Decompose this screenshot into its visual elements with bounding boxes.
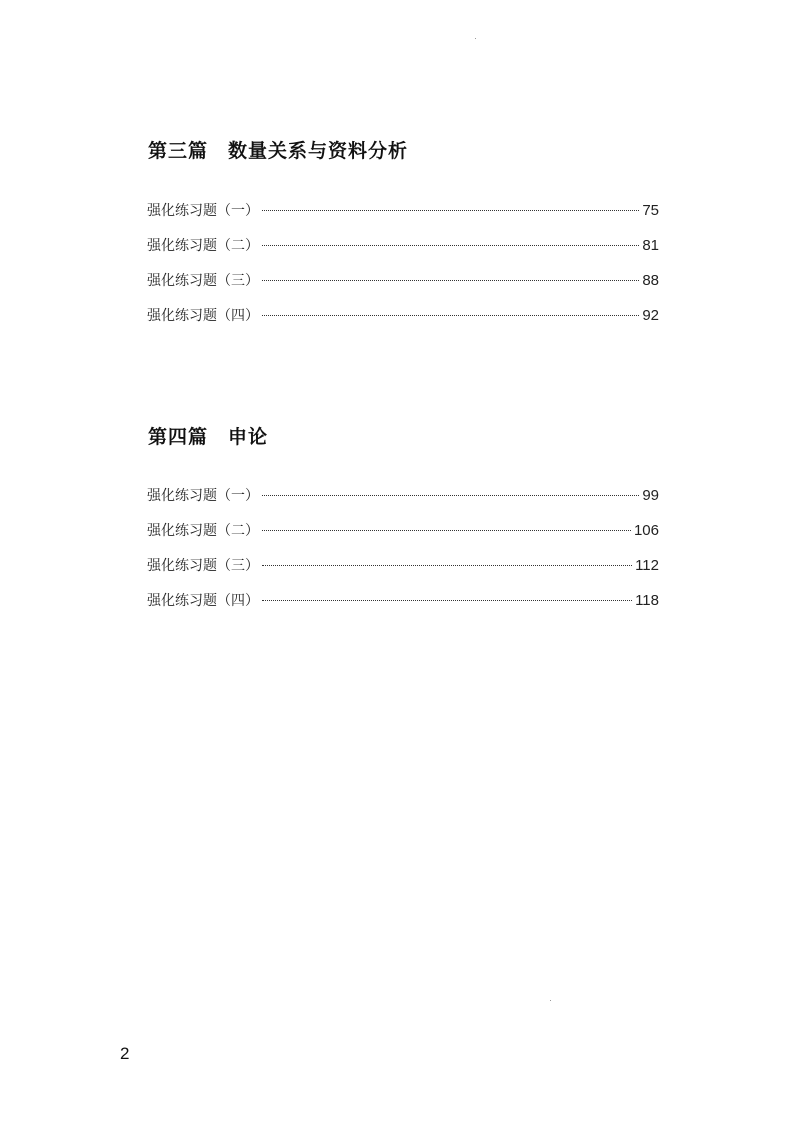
toc-entry-page: 99: [642, 487, 659, 504]
toc-entry-label: 强化练习题（一）: [147, 203, 259, 219]
toc-entry-label: 强化练习题（三）: [147, 273, 259, 289]
toc-list: [147, 200, 659, 340]
toc-entry[interactable]: [147, 555, 659, 590]
toc-entry[interactable]: [147, 305, 659, 340]
toc-entry-label: 强化练习题（四）: [147, 593, 259, 609]
toc-entry[interactable]: [147, 270, 659, 305]
section-title-text: 数量关系与资料分析: [228, 140, 409, 162]
dot-leader: [262, 245, 639, 246]
toc-entry[interactable]: [147, 200, 659, 235]
toc-entry-label: 强化练习题（二）: [147, 238, 259, 254]
toc-entry[interactable]: [147, 590, 659, 625]
dot-leader: [262, 315, 639, 316]
section-title-text: 申论: [228, 426, 269, 448]
toc-entry-page: 75: [642, 202, 659, 219]
section-title: [148, 422, 268, 449]
toc-entry-page: 88: [642, 272, 659, 289]
dot-leader: [262, 280, 639, 281]
section-title: [148, 136, 408, 163]
scan-speck: [475, 38, 476, 39]
dot-leader: [262, 530, 631, 531]
toc-entry[interactable]: [147, 520, 659, 555]
dot-leader: [262, 600, 632, 601]
toc-entry-label: 强化练习题（一）: [147, 488, 259, 504]
toc-entry-label: 强化练习题（二）: [147, 523, 259, 539]
section-part-label: 第四篇: [148, 426, 209, 448]
toc-entry-page: 81: [642, 237, 659, 254]
toc-entry-label: 强化练习题（四）: [147, 308, 259, 324]
dot-leader: [262, 210, 639, 211]
toc-entry-page: 92: [642, 307, 659, 324]
dot-leader: [262, 565, 632, 566]
toc-entry-page: 118: [635, 592, 659, 609]
toc-entry[interactable]: [147, 485, 659, 520]
dot-leader: [262, 495, 639, 496]
toc-list: [147, 485, 659, 625]
scan-speck: [550, 1000, 551, 1001]
toc-entry-page: 112: [635, 557, 659, 574]
page-number: 2: [120, 1044, 130, 1063]
toc-entry-label: 强化练习题（三）: [147, 558, 259, 574]
toc-entry[interactable]: [147, 235, 659, 270]
toc-entry-page: 106: [633, 522, 659, 539]
section-part-label: 第三篇: [148, 140, 209, 162]
